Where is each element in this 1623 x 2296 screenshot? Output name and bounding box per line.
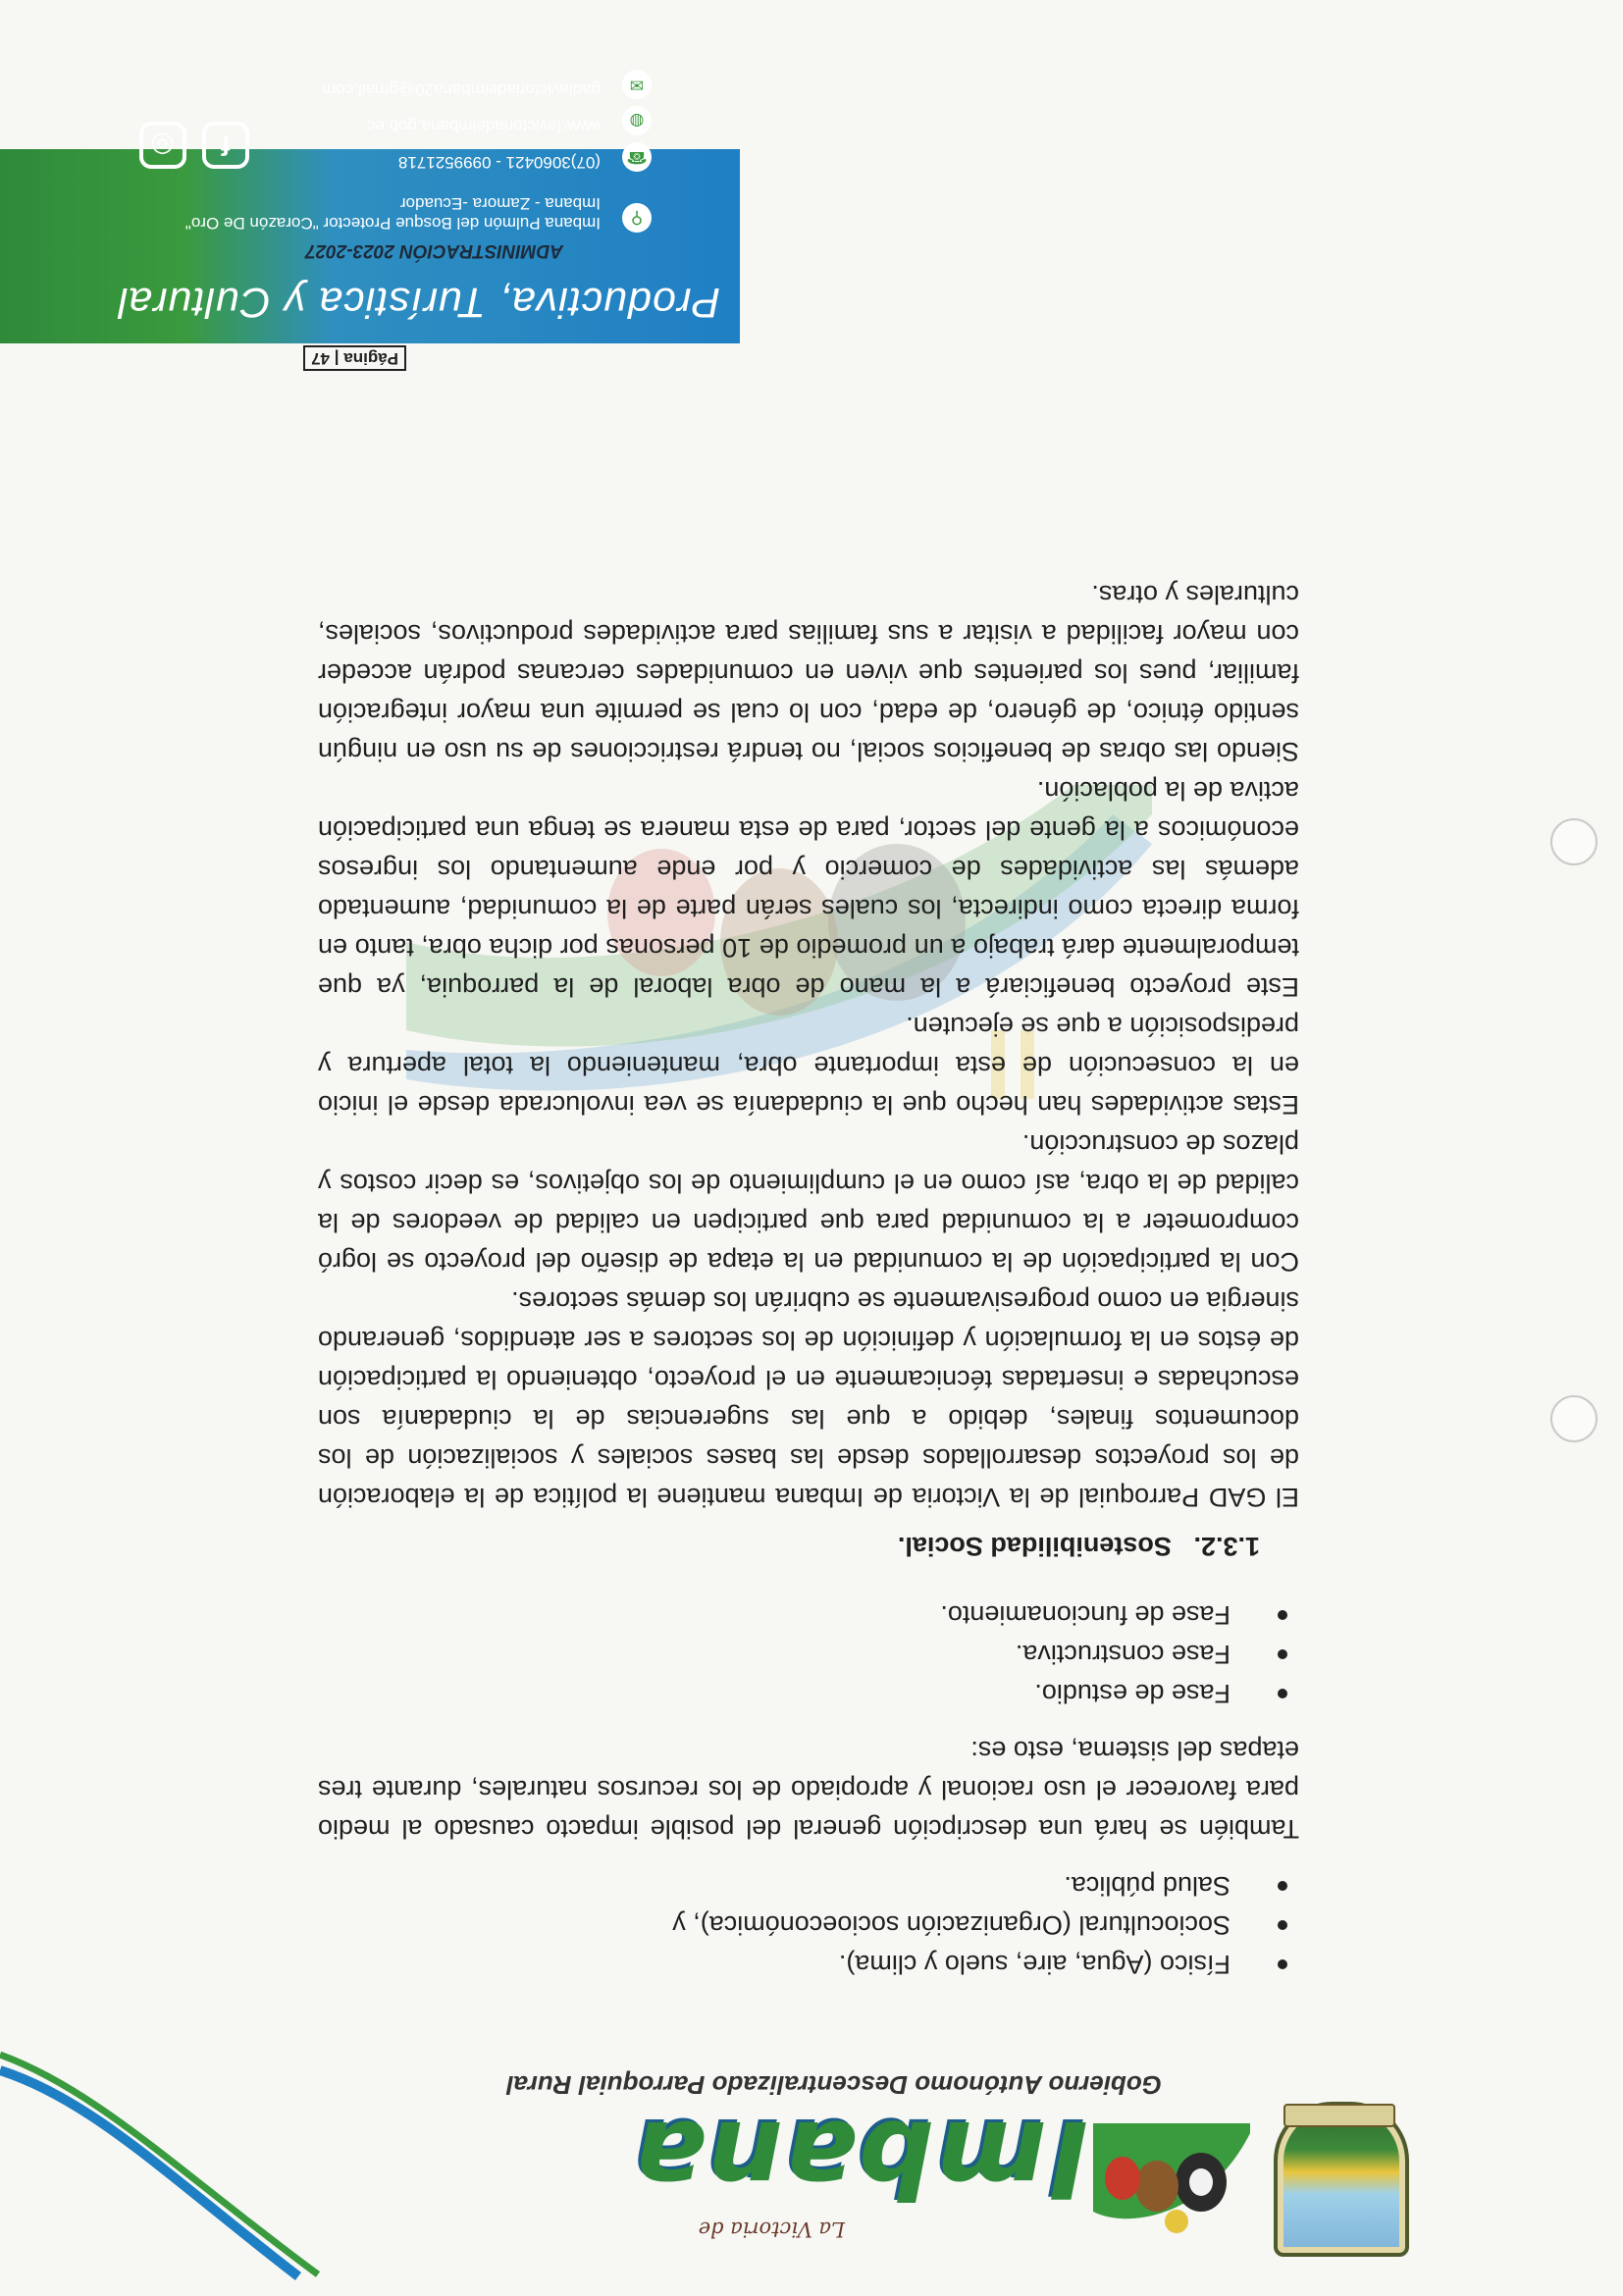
- social-links: [128, 122, 249, 169]
- administration-period: ADMINISTRACIÓN 2023-2027: [305, 240, 563, 261]
- animals-emblem: [1093, 2123, 1250, 2251]
- paragraph: Con la participación de la comunidad en la etapa de diseño del proyecto se logró comprometer a la comunidad para que participen en calidad de veedores de la calidad de la obra, así como en el cumplimiento de los objetivos, es decir costos y plazos de construcción.: [318, 1129, 1299, 1277]
- footer-slogan: Productiva, Turística y Cultural: [117, 279, 720, 326]
- location-icon: ⚲: [622, 203, 652, 233]
- paragraph: Estas actividades han hecho que la ciudadanía se vea involucrada desde el inicio en la consecución de esta importante obra, manteniendo la total apertura y predisposición a que se ejecuten.: [318, 1012, 1299, 1120]
- bullet-item: Salud pública.: [318, 1866, 1299, 1905]
- phone-numbers: (07)3060421 - 0999521718: [397, 153, 601, 172]
- brand-small-text: La Victoria de: [698, 2218, 845, 2241]
- bullet-item: Físico (Agua, aire, suelo y clima).: [318, 1945, 1299, 1984]
- coat-of-arms: [1274, 2102, 1409, 2257]
- address-line-1: Imbana Pulmón del Bosque Protector "Corazón De Oro": [184, 214, 601, 233]
- paragraph: El GAD Parroquial de la Victoria de Imbana mantiene la política de la elaboración de los proyectos desarrollados desde las bases sociales y socialización de los documentos finales, debido a que las sugerencias de la ciudadanía son escuchadas e insertadas técnicamente en el proyecto, obteniendo la participación de éstos en la formulación y definición de los sectores a ser atendidos, generando sinergia en como progresivamente se cubrirán los demás sectores.: [318, 1286, 1299, 1512]
- binder-hole: [1550, 818, 1597, 865]
- brand-name: Imbana: [632, 2097, 1088, 2219]
- page-value: 47: [311, 349, 331, 368]
- binder-hole: [1550, 1395, 1597, 1442]
- page-footer: [0, 0, 1623, 355]
- website-link[interactable]: www.lavictoriadeimbana.gob.ec: [366, 117, 601, 135]
- document-body: [318, 575, 1299, 1984]
- instagram-icon[interactable]: ◎: [139, 122, 186, 169]
- facebook-icon[interactable]: f: [202, 122, 249, 169]
- contact-email: [122, 63, 652, 99]
- header-blue-curve: [0, 2070, 298, 2276]
- paragraph: Siendo las obras de beneficios social, no tendrá restricciones de su uso en ningún sentido étnico, de género, de edad, con lo cual se permite una mayor integración familiar, pues los parientes que viven en comunidades cercanas podrán acceder con mayor facilidad a visitar a sus familias para actividades productivos, sociales, culturales y otras.: [318, 580, 1299, 766]
- bullet-item: Fase constructiva.: [318, 1635, 1299, 1674]
- phone-icon: ☎: [622, 142, 652, 172]
- bullet-item: Fase de funcionamiento.: [318, 1595, 1299, 1635]
- intro-bullet-list: [318, 1866, 1299, 1984]
- contact-address: [122, 172, 652, 233]
- address-line-2: Imbana - Zamora -Ecuador: [399, 194, 601, 213]
- email-link[interactable]: gadlavictoriadeimbana20@gmail.com: [322, 80, 601, 99]
- page-header: [0, 2002, 1623, 2296]
- coat-ribbon: [1283, 2104, 1395, 2127]
- government-title: Gobierno Autónomo Descentralizado Parroquial Rural: [506, 2070, 1162, 2100]
- bullet-item: Sociocultural (Organización socioeconómica), y: [318, 1905, 1299, 1945]
- paragraph: Este proyecto beneficiará a la mano de obra laboral de la parroquia, ya que temporalmente dará trabajo a un promedio de 10 personas por dicha obra, tanto en forma directa como indirecta, los cuales serán parte de la comunidad, aumentado además las actividades de comercio y por ende aumentando los ingresos económicos a la gente del sector, para de esta manera se tenga una participación activa de la población.: [318, 776, 1299, 1002]
- brand-logo: [598, 2097, 1088, 2247]
- globe-icon: ◍: [622, 106, 652, 135]
- bullet-item: Fase de estudio.: [318, 1674, 1299, 1713]
- page-label: Página: [343, 349, 398, 368]
- section-title: Sostenibilidad Social.: [897, 1532, 1172, 1561]
- page-number-box: Página | 47: [303, 345, 406, 371]
- phase-bullet-list: [318, 1595, 1299, 1713]
- impact-paragraph: También se hará una descripción general del posible impacto causado al medio para favorecer el uso racional y apropiado de los recursos naturales, durante tres etapas del sistema, esto es:: [318, 1736, 1299, 1844]
- section-number: 1.3.2.: [1193, 1532, 1260, 1561]
- section-heading: [318, 1527, 1260, 1566]
- mail-icon: ✉: [622, 70, 652, 99]
